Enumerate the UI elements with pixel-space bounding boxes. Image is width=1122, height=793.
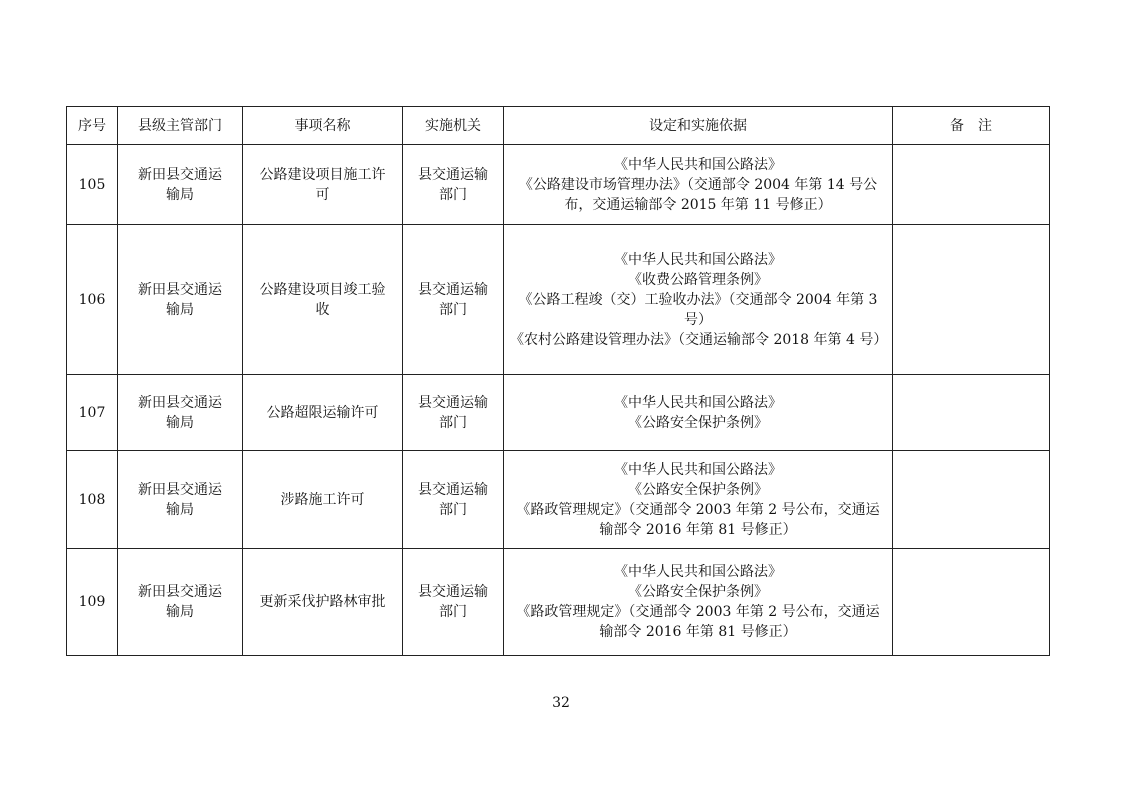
table-row bbox=[67, 375, 1050, 451]
table-row bbox=[67, 225, 1050, 375]
cell-remarks bbox=[893, 549, 1050, 656]
cell-remarks bbox=[893, 225, 1050, 375]
cell-serial-no: 109 bbox=[67, 549, 118, 656]
cell-text-line: 输局 bbox=[166, 501, 194, 518]
cell-agency bbox=[403, 375, 504, 451]
cell-item-name bbox=[243, 375, 403, 451]
cell-serial-no: 106 bbox=[67, 225, 118, 375]
cell-text-line: 部门 bbox=[439, 604, 467, 620]
cell-text-line: 更新采伐护路林审批 bbox=[259, 594, 386, 610]
basis-line: 《公路安全保护条例》 bbox=[628, 584, 768, 600]
cell-county-dept bbox=[118, 145, 243, 225]
basis-line: 《中华人民共和国公路法》 bbox=[614, 461, 782, 478]
cell-text-line: 新田县交通运 bbox=[138, 584, 222, 600]
basis-line: 《中华人民共和国公路法》 bbox=[614, 156, 782, 173]
cell-text-line: 公路超限运输许可 bbox=[266, 404, 379, 421]
basis-line: 《公路安全保护条例》 bbox=[628, 414, 768, 431]
basis-line: 《路政管理规定》（交通部令 2003 年第 2 号公布，交通运输部令 2016 年第 81 号修正） bbox=[516, 501, 880, 538]
cell-text-line: 县交通运输 bbox=[418, 281, 488, 298]
basis-line: 《中华人民共和国公路法》 bbox=[614, 394, 782, 411]
cell-text-line: 涉路施工许可 bbox=[280, 491, 365, 508]
cell-serial-no: 108 bbox=[67, 451, 118, 549]
cell-remarks bbox=[893, 375, 1050, 451]
basis-line: 《公路安全保护条例》 bbox=[628, 481, 768, 498]
cell-text-line: 部门 bbox=[439, 186, 467, 203]
cell-remarks bbox=[893, 145, 1050, 225]
cell-county-dept bbox=[118, 451, 243, 549]
cell-text-line: 部门 bbox=[439, 301, 467, 318]
cell-agency bbox=[403, 145, 504, 225]
cell-agency bbox=[403, 451, 504, 549]
cell-county-dept bbox=[118, 225, 243, 375]
basis-line: 《路政管理规定》（交通部令 2003 年第 2 号公布，交通运输部令 2016 年第 81 号修正） bbox=[516, 604, 880, 640]
cell-county-dept bbox=[118, 375, 243, 451]
header-item-name: 事项名称 bbox=[243, 107, 403, 145]
cell-text-line: 公路建设项目施工许 bbox=[259, 166, 386, 183]
cell-text-line: 部门 bbox=[439, 414, 467, 431]
header-agency: 实施机关 bbox=[403, 107, 504, 145]
cell-text-line: 可 bbox=[315, 186, 330, 203]
table-row bbox=[67, 549, 1050, 656]
table-header-row bbox=[67, 107, 1050, 145]
cell-text-line: 输局 bbox=[166, 186, 194, 203]
cell-text-line: 县交通运输 bbox=[418, 481, 488, 498]
header-remarks: 备 注 bbox=[893, 107, 1050, 145]
cell-text-line: 输局 bbox=[166, 301, 194, 318]
cell-text-line: 新田县交通运 bbox=[138, 166, 222, 183]
cell-item-name bbox=[243, 145, 403, 225]
table-row bbox=[67, 145, 1050, 225]
cell-text-line: 部门 bbox=[439, 501, 467, 518]
basis-line: 《公路工程竣（交）工验收办法》（交通部令 2004 年第 3 号） bbox=[518, 291, 878, 328]
header-serial-no: 序号 bbox=[67, 107, 118, 145]
basis-line: 《中华人民共和国公路法》 bbox=[614, 564, 782, 580]
cell-text-line: 县交通运输 bbox=[418, 584, 488, 600]
basis-line: 《收费公路管理条例》 bbox=[628, 271, 768, 288]
header-county-dept: 县级主管部门 bbox=[118, 107, 243, 145]
cell-agency bbox=[403, 549, 504, 656]
cell-text-line: 县交通运输 bbox=[418, 394, 488, 411]
table-row bbox=[67, 451, 1050, 549]
basis-line: 《中华人民共和国公路法》 bbox=[614, 251, 782, 268]
basis-line: 《公路建设市场管理办法》（交通部令 2004 年第 14 号公布，交通运输部令 2015 年第 11 号修正） bbox=[518, 176, 878, 213]
cell-legal-basis bbox=[504, 225, 893, 375]
header-legal-basis: 设定和实施依据 bbox=[504, 107, 893, 145]
cell-item-name bbox=[243, 225, 403, 375]
cell-text-line: 新田县交通运 bbox=[138, 481, 222, 498]
cell-legal-basis bbox=[504, 375, 893, 451]
cell-legal-basis bbox=[504, 451, 893, 549]
cell-text-line: 新田县交通运 bbox=[138, 281, 222, 298]
cell-remarks bbox=[893, 451, 1050, 549]
cell-county-dept bbox=[118, 549, 243, 656]
cell-legal-basis bbox=[504, 549, 893, 656]
cell-text-line: 县交通运输 bbox=[418, 166, 488, 183]
cell-text-line: 收 bbox=[315, 301, 330, 318]
cell-text-line: 输局 bbox=[166, 604, 194, 620]
page-number: 32 bbox=[552, 695, 570, 711]
cell-text-line: 输局 bbox=[166, 414, 194, 431]
approval-items-table bbox=[66, 106, 1050, 656]
cell-item-name bbox=[243, 549, 403, 656]
cell-item-name bbox=[243, 451, 403, 549]
cell-text-line: 新田县交通运 bbox=[138, 394, 222, 411]
cell-serial-no: 105 bbox=[67, 145, 118, 225]
cell-agency bbox=[403, 225, 504, 375]
cell-serial-no: 107 bbox=[67, 375, 118, 451]
basis-line: 《农村公路建设管理办法》（交通运输部令 2018 年第 4 号） bbox=[510, 331, 888, 348]
cell-legal-basis bbox=[504, 145, 893, 225]
cell-text-line: 公路建设项目竣工验 bbox=[259, 281, 386, 298]
